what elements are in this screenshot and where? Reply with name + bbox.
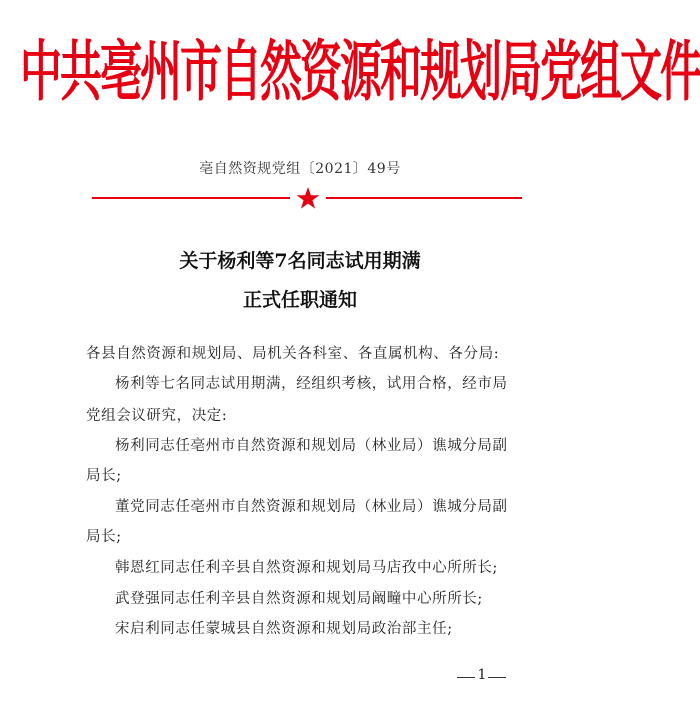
appointment-1-line-1: 杨利同志任亳州市自然资源和规划局（林业局）谯城分局副 xyxy=(115,438,508,454)
notice-title-line-2: 正式任职通知 xyxy=(242,289,357,311)
appointment-5: 宋启利同志任蒙城县自然资源和规划局政治部主任; xyxy=(115,621,453,637)
document-number: 亳自然资规党组〔2021〕49号 xyxy=(199,161,401,177)
appointment-1-line-2: 局长; xyxy=(86,468,122,484)
appointment-4: 武登强同志任利辛县自然资源和规划局阚疃中心所所长; xyxy=(115,591,483,607)
page-number-dash-left xyxy=(457,677,475,678)
intro-paragraph-line-2: 党组会议研究，决定: xyxy=(86,408,228,424)
header-divider-right xyxy=(326,197,522,199)
intro-paragraph-line-1: 杨利等七名同志试用期满，经组织考核，试用合格，经市局 xyxy=(115,376,508,392)
red-header-title: 中共亳州市自然资源和规划局党组文件 xyxy=(20,33,700,110)
appointment-2-line-1: 董党同志任亳州市自然资源和规划局（林业局）谯城分局副 xyxy=(115,499,508,515)
page-number: 1 xyxy=(477,667,487,683)
page-number-dash-right xyxy=(488,677,506,678)
header-divider-left xyxy=(92,197,290,199)
appointment-3: 韩恩红同志任利辛县自然资源和规划局马店孜中心所所长; xyxy=(115,560,498,576)
salutation: 各县自然资源和规划局、局机关各科室、各直属机构、各分局: xyxy=(86,346,500,362)
appointment-2-line-2: 局长; xyxy=(86,529,122,545)
notice-title-line-1: 关于杨利等7名同志试用期满 xyxy=(179,250,421,272)
red-star-icon xyxy=(296,186,320,210)
